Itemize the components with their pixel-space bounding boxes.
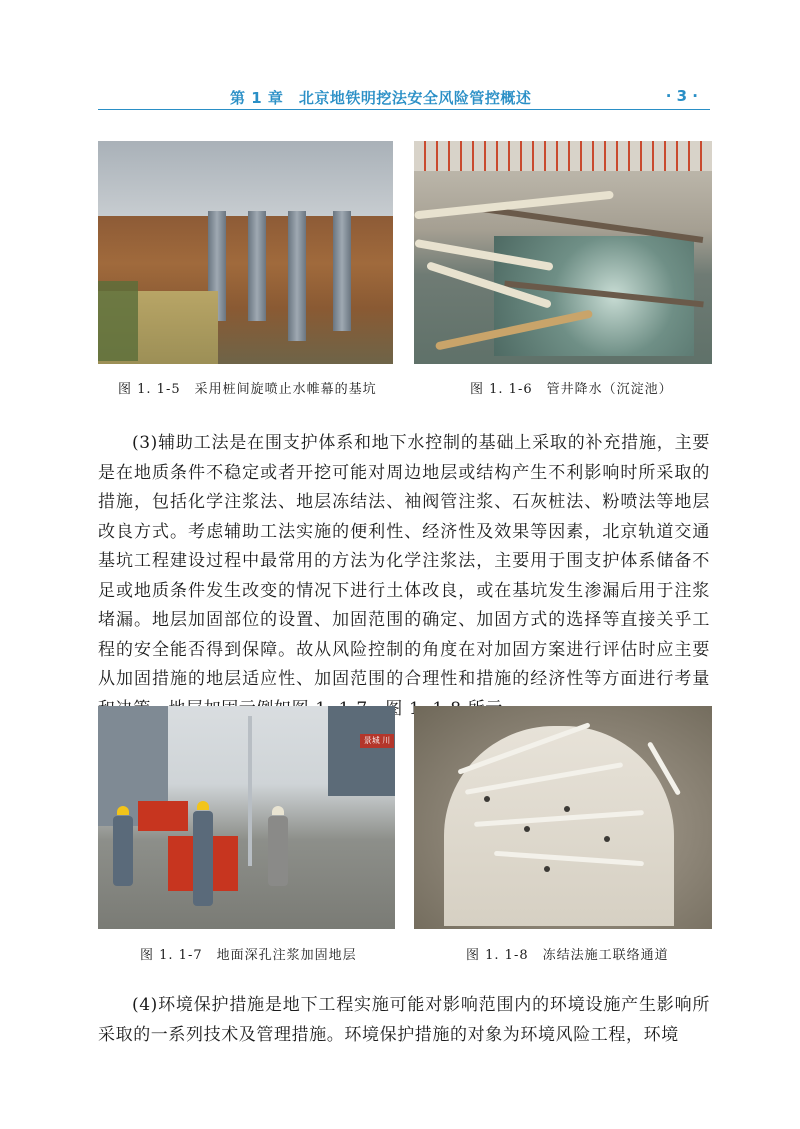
figure-caption: 图 1. 1-7 地面深孔注浆加固地层 <box>140 948 357 963</box>
worker <box>193 811 213 906</box>
pile <box>333 211 351 331</box>
freeze-hole <box>604 836 610 842</box>
worker <box>113 816 133 886</box>
grouting-mast <box>248 716 252 866</box>
freeze-hole <box>484 796 490 802</box>
hard-hat <box>197 801 209 810</box>
photo-jet-grouting-pit <box>98 141 393 364</box>
building <box>328 706 395 796</box>
hard-hat <box>272 806 284 815</box>
safety-fence <box>414 141 712 171</box>
figure-caption: 图 1. 1-5 采用桩间旋喷止水帷幕的基坑 <box>118 382 377 397</box>
pile <box>248 211 266 321</box>
chapter-title: 第 1 章 北京地铁明挖法安全风险管控概述 <box>230 89 532 107</box>
body-paragraph: (4)环境保护措施是地下工程实施可能对影响范围内的环境设施产生影响所采取的一系列技术及管理措施。环境保护措施的对象为环境风险工程，环境 <box>98 995 710 1045</box>
header-rule <box>98 109 710 110</box>
body-paragraph: (3)辅助工法是在围支护体系和地下水控制的基础上采取的补充措施，主要是在地质条件不稳定或者开挖可能对周边地层或结构产生不利影响时所采取的措施，包括化学注浆法、地层冻结法、袖阀管注浆、石灰桩法、粉喷法等地层改良方式。考虑辅助工法实施的便利性、经济性及效果等因素，北京轨道交通基坑工程建设过程中最常用的方法为化学注浆法，主要用于围支护体系储备不足或地质条件发生改变的情况下进行土体改良，或在基坑发生渗漏后用于注浆堵漏。地层加固部位的设置、加固范围的确定、加固方式的选择等直接关乎工程的安全能否得到保障。故从风险控制的角度在对加固方案进行评估时应主要从加固措施的地层适应性、加固范围的合理性和措施的经济性等方面进行考量 <box>98 433 710 689</box>
pile <box>288 211 306 341</box>
page-number: · 3 · <box>665 87 698 105</box>
building-sign: 景城 川 <box>360 734 394 748</box>
figure-caption: 图 1. 1-6 管井降水（沉淀池） <box>470 382 673 397</box>
freeze-hole <box>524 826 530 832</box>
running-header <box>98 84 710 110</box>
figure-caption: 图 1. 1-8 冻结法施工联络通道 <box>466 948 669 963</box>
photo-freezing-passage <box>414 706 712 929</box>
photo-well-dewatering <box>414 141 712 364</box>
worker <box>268 816 288 886</box>
freeze-hole <box>564 806 570 812</box>
freeze-hole <box>544 866 550 872</box>
concrete-wall <box>98 141 393 216</box>
hard-hat <box>117 806 129 815</box>
photo-deep-hole-grouting <box>98 706 395 929</box>
grout-pump <box>138 801 188 831</box>
vegetation <box>98 281 138 361</box>
